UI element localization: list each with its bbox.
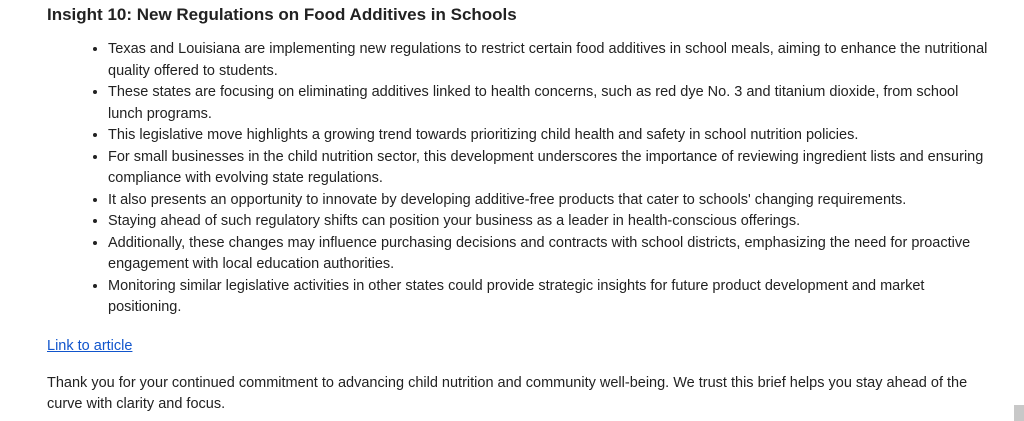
closing-paragraph: Thank you for your continued commitment to advancing child nutrition and community well-being. We trust this brief helps you stay ahead of the curve with clarity and focus. bbox=[47, 374, 968, 412]
article-link[interactable]: Link to article bbox=[47, 337, 133, 354]
insight-bullet-list bbox=[47, 39, 997, 319]
bullet-item: • Staying ahead of such regulatory shifts can position your business as a leader in health-conscious offerings. bbox=[108, 211, 997, 233]
bullet-item: • These states are focusing on eliminating additives linked to health concerns, such as red dye No. 3 and titanium dioxide, from school lunch programs. bbox=[108, 82, 997, 125]
bullet-item: • Monitoring similar legislative activities in other states could provide strategic insights for future product development and market positioning. bbox=[108, 276, 997, 319]
email-body bbox=[47, 0, 997, 416]
insight-heading: Insight 10: New Regulations on Food Additives in Schools bbox=[47, 5, 517, 24]
bullet-item: • For small businesses in the child nutrition sector, this development underscores the importance of reviewing ingredient lists and ensuring compliance with evolving state regulations. bbox=[108, 147, 997, 190]
bullet-item: • Additionally, these changes may influence purchasing decisions and contracts with school districts, emphasizing the need for proactive engagement with local education authorities. bbox=[108, 233, 997, 276]
bullet-item: • It also presents an opportunity to innovate by developing additive-free products that cater to schools' changing requirements. bbox=[108, 190, 997, 212]
bullet-item: • This legislative move highlights a growing trend towards prioritizing child health and safety in school nutrition policies. bbox=[108, 125, 997, 147]
scrollbar-thumb[interactable] bbox=[1014, 405, 1024, 421]
bullet-item: • Texas and Louisiana are implementing new regulations to restrict certain food additives in school meals, aiming to enhance the nutritional quality offered to students. bbox=[108, 39, 997, 82]
